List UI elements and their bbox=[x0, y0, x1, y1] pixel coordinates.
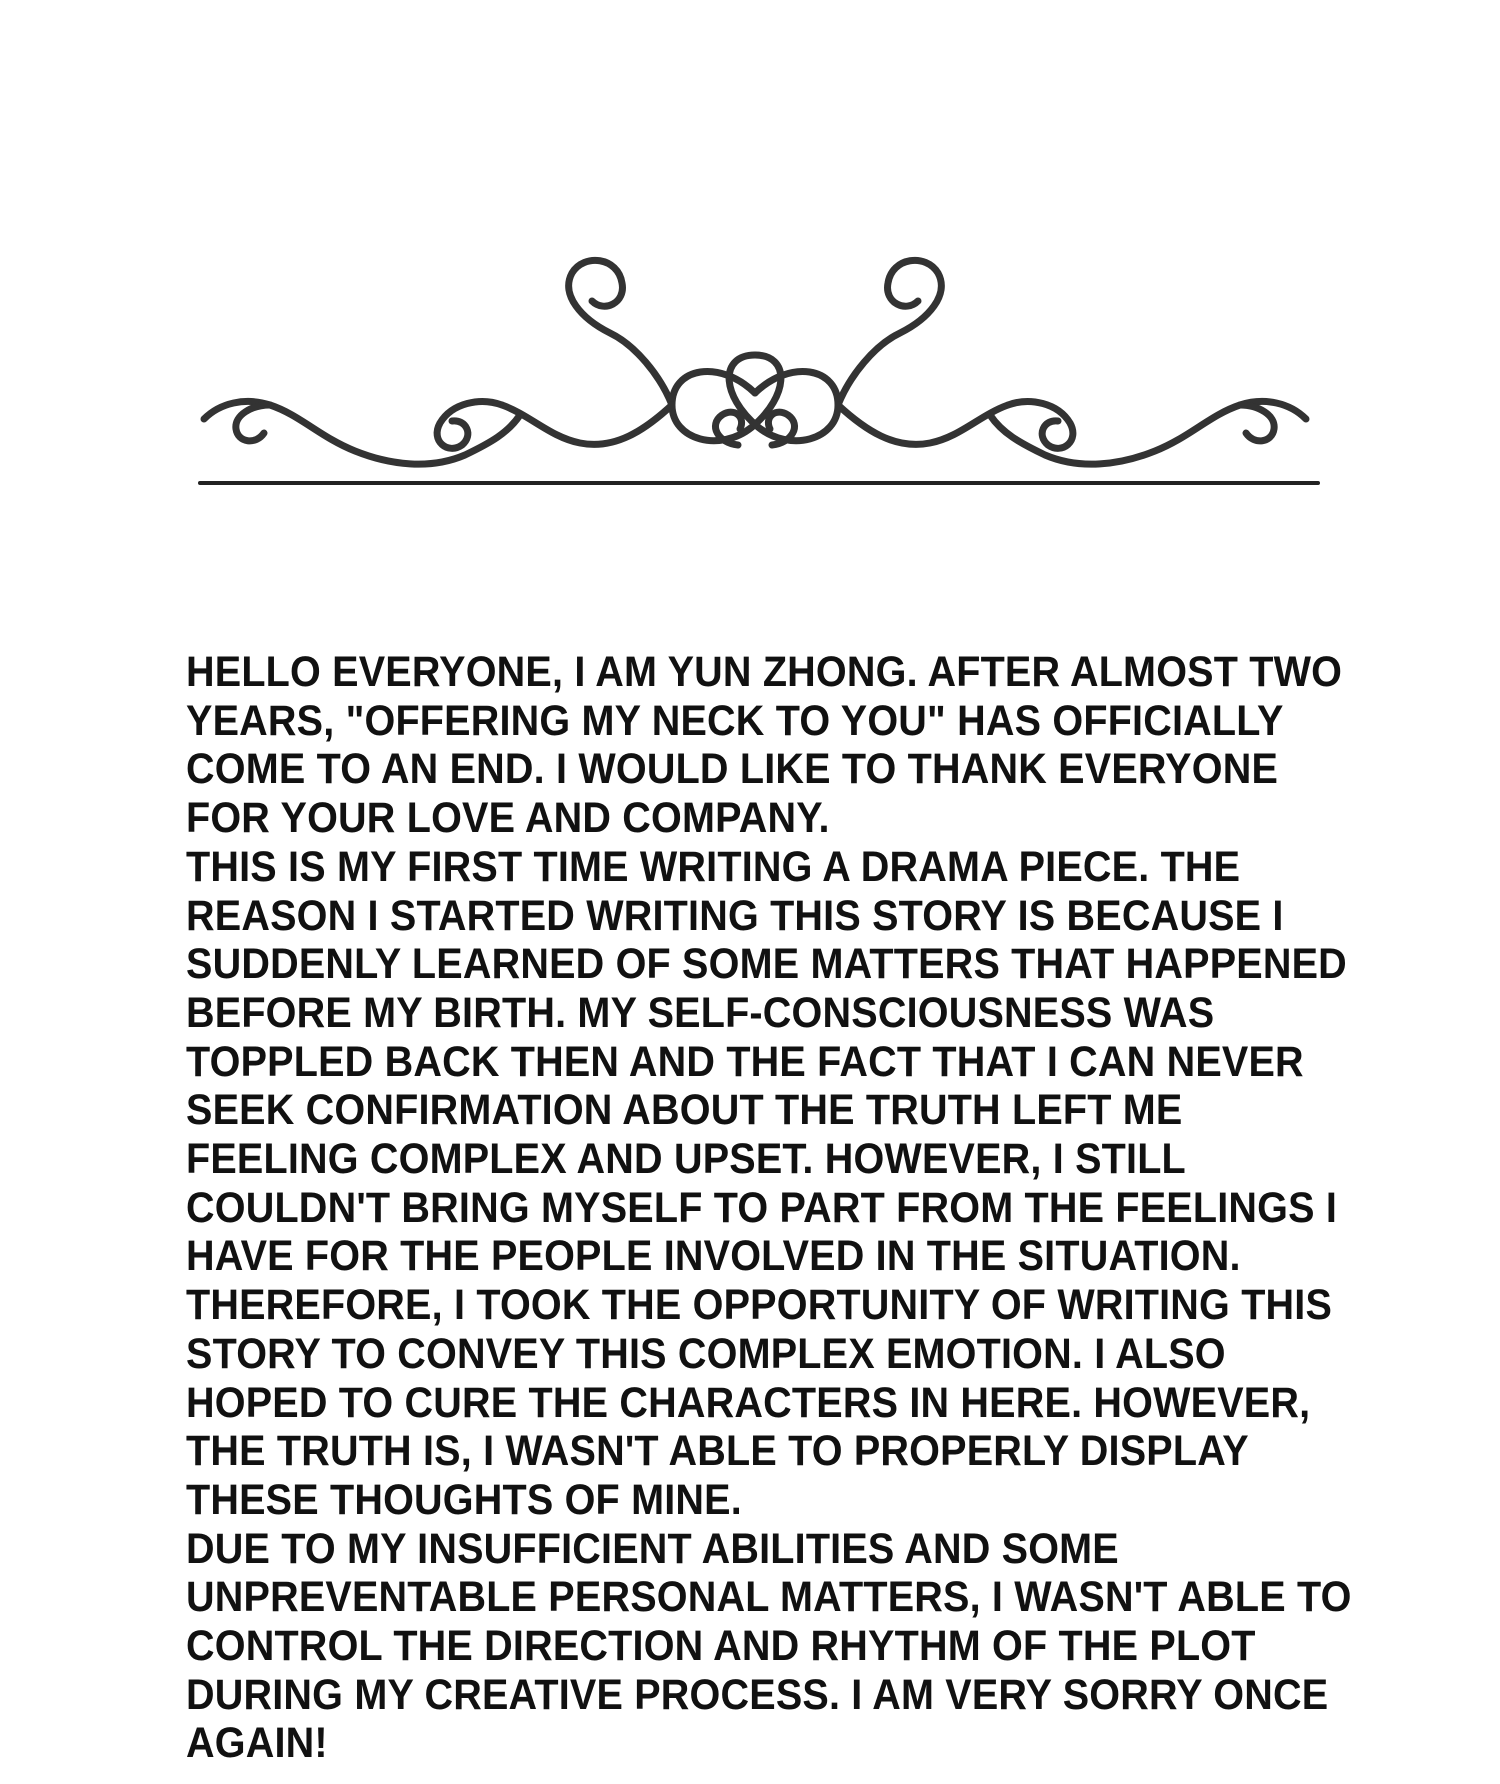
text-line: COULDN'T BRING MYSELF TO PART FROM THE FEELINGS I bbox=[186, 1183, 1338, 1232]
text-line: TOPPLED BACK THEN AND THE FACT THAT I CAN NEVER bbox=[186, 1037, 1304, 1086]
text-line: AGAIN! bbox=[186, 1719, 328, 1768]
text-line: SUDDENLY LEARNED OF SOME MATTERS THAT HAPPENED bbox=[186, 940, 1347, 989]
text-line: FEELING COMPLEX AND UPSET. HOWEVER, I STILL bbox=[186, 1135, 1186, 1184]
text-line: THIS IS MY FIRST TIME WRITING A DRAMA PIECE. THE bbox=[186, 842, 1241, 891]
text-line: HOPED TO CURE THE CHARACTERS IN HERE. HOWEVER, bbox=[186, 1378, 1311, 1427]
text-line: THESE THOUGHTS OF MINE. bbox=[186, 1475, 742, 1524]
text-line: HELLO EVERYONE, I AM YUN ZHONG. AFTER ALMOST TWO bbox=[186, 648, 1343, 696]
text-line: DURING MY CREATIVE PROCESS. I AM VERY SORRY ONCE bbox=[186, 1670, 1329, 1719]
text-line: UNPREVENTABLE PERSONAL MATTERS, I WASN'T ABLE TO bbox=[186, 1573, 1352, 1622]
text-line: YEARS, "OFFERING MY NECK TO YOU" HAS OFFICIALLY bbox=[186, 696, 1284, 745]
text-line: BEFORE MY BIRTH. MY SELF-CONSCIOUSNESS WAS bbox=[186, 988, 1215, 1037]
text-line: COME TO AN END. I WOULD LIKE TO THANK EVERYONE bbox=[186, 745, 1279, 794]
author-note-body bbox=[186, 648, 1352, 1768]
text-line: CONTROL THE DIRECTION AND RHYTHM OF THE PLOT bbox=[186, 1622, 1256, 1671]
text-line: DUE TO MY INSUFFICIENT ABILITIES AND SOME bbox=[186, 1524, 1119, 1573]
text-line: STORY TO CONVEY THIS COMPLEX EMOTION. I ALSO bbox=[186, 1329, 1226, 1378]
text-line: FOR YOUR LOVE AND COMPANY. bbox=[186, 794, 830, 843]
text-line: REASON I STARTED WRITING THIS STORY IS BECAUSE I bbox=[186, 891, 1284, 940]
text-line: THE TRUTH IS, I WASN'T ABLE TO PROPERLY DISPLAY bbox=[186, 1427, 1249, 1476]
text-line: HAVE FOR THE PEOPLE INVOLVED IN THE SITUATION. bbox=[186, 1232, 1241, 1281]
flourish-divider-icon bbox=[190, 255, 1320, 495]
text-line: SEEK CONFIRMATION ABOUT THE TRUTH LEFT ME bbox=[186, 1086, 1183, 1135]
text-line: THEREFORE, I TOOK THE OPPORTUNITY OF WRITING THIS bbox=[186, 1281, 1333, 1330]
